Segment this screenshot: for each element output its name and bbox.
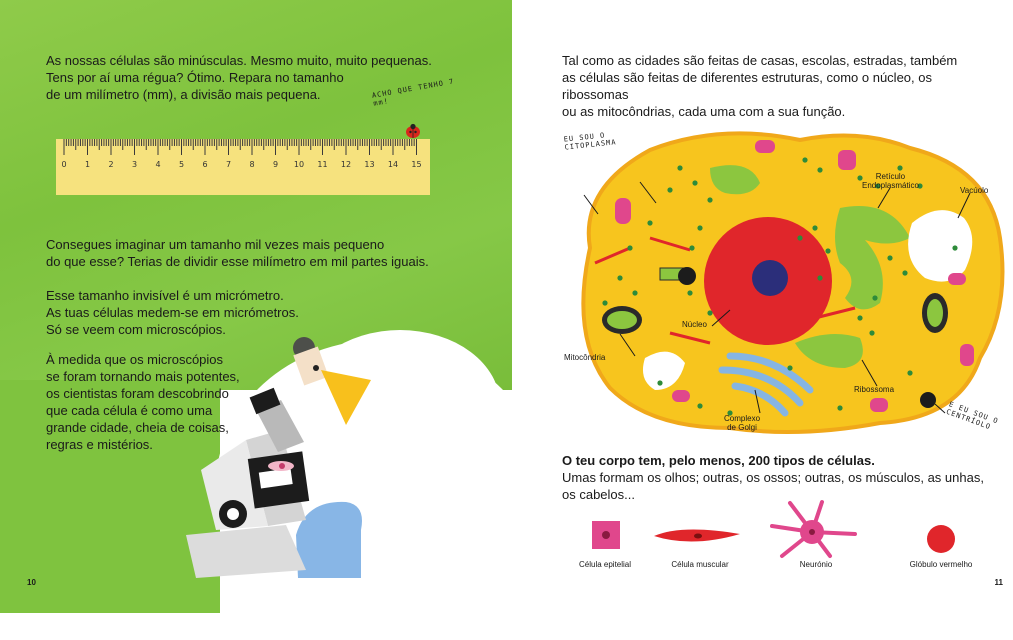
ruler-number: 11 bbox=[317, 160, 328, 169]
ruler-number: 7 bbox=[225, 160, 232, 169]
cell-type-label: Glóbulo vermelho bbox=[909, 560, 973, 569]
ruler-number: 1 bbox=[84, 160, 91, 169]
ruler-number: 10 bbox=[293, 160, 305, 169]
ruler-number: 15 bbox=[411, 160, 422, 169]
cell-diagram bbox=[560, 128, 1010, 438]
cell-type-label: Célula muscular bbox=[671, 560, 729, 569]
ladybug-icon bbox=[404, 123, 422, 139]
vacuole-label: Vacúolo bbox=[960, 186, 989, 195]
page-number-left: 10 bbox=[27, 578, 36, 587]
ruler-number: 0 bbox=[61, 160, 67, 169]
intro-paragraph: As nossas células são minúsculas. Mesmo muito, muito pequenas. Tens por aí uma régua? Ótimo. Repara no tamanho de um milímetro (mm), a divisão mais pequena. bbox=[46, 53, 432, 102]
microscope-paragraph: À medida que os microscópios se foram tornando mais potentes, os cientistas foram descobrindo que cada célula é como uma grande cidade, cheia de coisas, regras e mistérios. bbox=[46, 352, 240, 452]
thousand-times-paragraph: Consegues imaginar um tamanho mil vezes mais pequeno do que esse? Terias de dividir esse milímetro em mil partes iguais. bbox=[46, 237, 429, 269]
right-page bbox=[512, 0, 1013, 613]
neuron-icon bbox=[770, 498, 860, 560]
golgi-label: Complexo de Golgi bbox=[724, 414, 761, 432]
ruler-number: 9 bbox=[272, 160, 279, 169]
body-heading: O teu corpo tem, pelo menos, 200 tipos de células. bbox=[562, 453, 875, 468]
ruler-illustration bbox=[56, 139, 430, 195]
mitochondria-label: Mitocôndria bbox=[564, 353, 606, 362]
ruler-number: 5 bbox=[178, 160, 185, 169]
ruler-number: 8 bbox=[249, 160, 255, 169]
muscle-cell-icon bbox=[652, 524, 742, 548]
ruler-number: 3 bbox=[131, 160, 138, 169]
microscope-illustration bbox=[186, 330, 446, 580]
cytoplasm-label: EU SOU O CITOPLASMA bbox=[563, 131, 617, 152]
ruler-number: 12 bbox=[340, 160, 352, 169]
reticulum-label: Retículo Endoplasmático bbox=[862, 172, 919, 190]
ladybug-note: ACHO QUE TENHO 7 mm! bbox=[371, 77, 455, 108]
left-page bbox=[0, 0, 512, 613]
intro-paragraph-right: Tal como as cidades são feitas de casas, escolas, estradas, também as células são feitas de diferentes estruturas, como o núcleo, os ribossomas ou as mitocôndrias, cada uma com a sua função. bbox=[562, 53, 958, 119]
ruler-number: 13 bbox=[364, 160, 375, 169]
page-number-right: 11 bbox=[994, 578, 1003, 587]
red-blood-cell-icon bbox=[924, 522, 958, 556]
ruler-number: 6 bbox=[202, 160, 208, 169]
ribosome-label: Ribossoma bbox=[854, 385, 895, 394]
cell-type-label: Célula epitelial bbox=[578, 560, 632, 569]
cell-type-label: Neurónio bbox=[799, 560, 833, 569]
body-text: Umas formam os olhos; outras, os ossos; outras, os músculos, as unhas, os cabelos... bbox=[562, 470, 984, 502]
centriole-label: E EU SOU O CENTRÍOLO bbox=[945, 400, 1000, 432]
ruler-number: 14 bbox=[387, 160, 399, 169]
ruler-number: 2 bbox=[108, 160, 114, 169]
nucleus-label: Núcleo bbox=[682, 320, 707, 329]
ruler-number: 4 bbox=[155, 160, 161, 169]
micrometer-paragraph: Esse tamanho invisível é um micrómetro. As tuas células medem-se em micrómetros. Só se veem com microscópios. bbox=[46, 288, 299, 337]
epithelial-cell-icon bbox=[588, 517, 624, 553]
